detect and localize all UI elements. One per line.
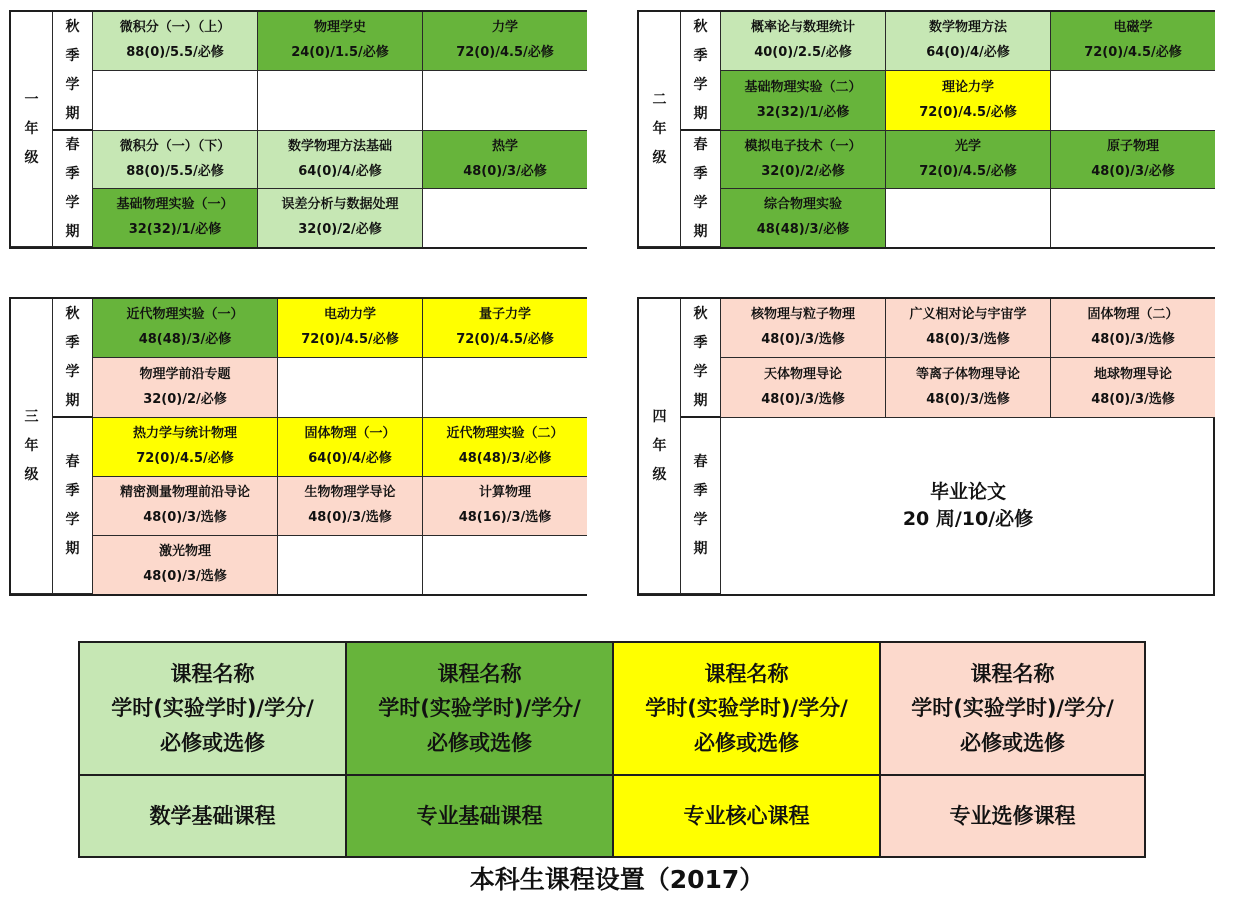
legend-label-core: 专业核心课程: [614, 776, 881, 856]
course-name: 物理学史: [313, 20, 366, 36]
year-label-cell: [639, 299, 681, 594]
course-name: 量子力学: [478, 307, 531, 323]
course-cell: [93, 358, 278, 418]
course-name: 近代物理实验（一）: [126, 307, 244, 323]
course-name: 天体物理导论: [763, 366, 842, 382]
empty-cell: [886, 189, 1051, 247]
legend-label-foundation: 专业基础课程: [347, 776, 614, 856]
course-cell: [93, 12, 258, 71]
course-name: 计算物理: [478, 485, 531, 501]
year-label-char: 年: [24, 438, 39, 454]
course-cell: [886, 12, 1051, 71]
course-info: 48(0)/3/选修: [143, 569, 227, 585]
course-name: 光学: [954, 139, 981, 155]
thesis-cell: [721, 418, 1215, 594]
empty-cell: [423, 71, 587, 131]
fall-semester-label: 秋 季 学 期: [681, 12, 721, 131]
course-name: 误差分析与数据处理: [281, 197, 399, 213]
course-cell: [278, 299, 423, 358]
course-name: 近代物理实验（二）: [446, 426, 564, 442]
legend: [78, 641, 1146, 858]
course-name: 模拟电子技术（一）: [744, 139, 862, 155]
course-info: 48(0)/3/选修: [761, 392, 845, 408]
course-cell: [886, 299, 1051, 358]
legend-label-elective: 专业选修课程: [881, 776, 1144, 856]
course-info: 32(0)/2/必修: [298, 222, 382, 238]
caption-title: 本科生课程设置（2017）: [469, 865, 765, 894]
course-name: 生物物理学导论: [304, 485, 396, 501]
course-cell: [423, 418, 587, 477]
course-cell: [1051, 358, 1215, 418]
course-info: 72(0)/4.5/必修: [1084, 45, 1182, 61]
course-cell: [258, 131, 423, 189]
year-label-char: 二: [652, 92, 667, 108]
course-info: 48(48)/3/必修: [138, 332, 232, 348]
course-info: 72(0)/4.5/必修: [919, 163, 1017, 179]
empty-cell: [1051, 71, 1215, 131]
year-label-char: 一: [24, 92, 39, 108]
empty-cell: [1051, 189, 1215, 247]
year-label-char: 年: [652, 121, 667, 137]
course-name: 核物理与粒子物理: [750, 307, 855, 323]
spring-semester-label: 春 季 学 期: [681, 131, 721, 247]
course-info: 32(32)/1/必修: [756, 105, 850, 121]
course-cell: [423, 12, 587, 71]
course-name: 热力学与统计物理: [132, 426, 237, 442]
course-cell: [1051, 131, 1215, 189]
course-cell: [93, 131, 258, 189]
course-cell: [886, 131, 1051, 189]
course-name: 综合物理实验: [763, 197, 842, 213]
course-cell: [886, 71, 1051, 131]
course-cell: [1051, 12, 1215, 71]
course-info: 72(0)/4.5/必修: [919, 105, 1017, 121]
year3-panel: [9, 297, 587, 596]
course-info: 48(0)/3/选修: [143, 510, 227, 526]
course-info: 48(16)/3/选修: [458, 510, 552, 526]
course-info: 48(0)/3/必修: [1091, 163, 1175, 179]
legend-template-math: 课程名称 学时(实验学时)/学分/ 必修或选修: [80, 643, 347, 776]
legend-label-math: 数学基础课程: [80, 776, 347, 856]
course-info: 48(0)/3/选修: [1091, 392, 1175, 408]
course-name: 基础物理实验（一）: [116, 197, 234, 213]
legend-template-core: 课程名称 学时(实验学时)/学分/ 必修或选修: [614, 643, 881, 776]
course-name: 基础物理实验（二）: [744, 79, 862, 95]
empty-cell: [423, 189, 587, 247]
course-info: 72(0)/4.5/必修: [301, 332, 399, 348]
year-label-char: 级: [24, 467, 39, 483]
course-info: 64(0)/4/必修: [298, 163, 382, 179]
course-cell: [886, 358, 1051, 418]
year1-panel: [9, 10, 587, 249]
course-name: 等离子体物理导论: [915, 366, 1020, 382]
course-name: 热学: [491, 139, 518, 155]
course-info: 48(0)/3/选修: [761, 332, 845, 348]
thesis-info: 20 周/10/必修: [902, 508, 1034, 530]
year-label-char: 级: [24, 150, 39, 166]
course-name: 物理学前沿专题: [139, 366, 231, 382]
thesis-name: 毕业论文: [929, 481, 1006, 504]
course-name: 电动力学: [323, 307, 376, 323]
course-info: 48(0)/3/必修: [463, 163, 547, 179]
year-label-char: 四: [652, 409, 667, 425]
year-label-cell: [11, 12, 53, 247]
course-name: 原子物理: [1106, 139, 1159, 155]
course-info: 72(0)/4.5/必修: [136, 451, 234, 467]
course-name: 精密测量物理前沿导论: [119, 485, 250, 501]
course-info: 48(0)/3/选修: [1091, 332, 1175, 348]
course-cell: [721, 189, 886, 247]
course-cell: [721, 71, 886, 131]
course-info: 32(32)/1/必修: [128, 222, 222, 238]
course-cell: [93, 536, 278, 594]
spring-semester-label: 春 季 学 期: [53, 418, 93, 594]
course-cell: [721, 358, 886, 418]
year-label-char: 级: [652, 150, 667, 166]
year4-panel: [637, 297, 1215, 596]
empty-cell: [278, 536, 423, 594]
course-info: 88(0)/5.5/必修: [126, 45, 224, 61]
course-name: 微积分（一）（下）: [119, 139, 231, 155]
empty-cell: [423, 358, 587, 418]
course-info: 32(0)/2/必修: [761, 163, 845, 179]
course-name: 地球物理导论: [1093, 366, 1172, 382]
course-cell: [423, 477, 587, 536]
year-label-cell: [639, 12, 681, 247]
year-label-char: 三: [24, 409, 39, 425]
fall-semester-label: 秋 季 学 期: [681, 299, 721, 418]
course-name: 电磁学: [1113, 20, 1153, 36]
course-name: 微积分（一）（上）: [119, 20, 231, 36]
year-label-char: 年: [24, 121, 39, 137]
course-info: 48(0)/3/选修: [926, 332, 1010, 348]
course-info: 48(48)/3/必修: [458, 451, 552, 467]
course-name: 数学物理方法基础: [287, 139, 392, 155]
spring-semester-label: 春 季 学 期: [53, 131, 93, 247]
course-name: 固体物理（一）: [304, 426, 396, 442]
course-cell: [278, 477, 423, 536]
empty-cell: [93, 71, 258, 131]
course-info: 88(0)/5.5/必修: [126, 163, 224, 179]
empty-cell: [423, 536, 587, 594]
course-cell: [721, 299, 886, 358]
course-info: 48(0)/3/选修: [926, 392, 1010, 408]
fall-semester-label: 秋 季 学 期: [53, 299, 93, 418]
spring-semester-label: 春 季 学 期: [681, 418, 721, 594]
fall-semester-label: 秋 季 学 期: [53, 12, 93, 131]
course-info: 48(48)/3/必修: [756, 222, 850, 238]
course-cell: [278, 418, 423, 477]
course-cell: [93, 418, 278, 477]
course-name: 激光物理: [158, 544, 211, 560]
course-cell: [423, 299, 587, 358]
course-cell: [258, 12, 423, 71]
year2-panel: [637, 10, 1215, 249]
empty-cell: [278, 358, 423, 418]
course-info: 32(0)/2/必修: [143, 392, 227, 408]
course-cell: [721, 131, 886, 189]
course-info: 72(0)/4.5/必修: [456, 45, 554, 61]
course-cell: [1051, 299, 1215, 358]
course-cell: [93, 477, 278, 536]
course-info: 40(0)/2.5/必修: [754, 45, 852, 61]
empty-cell: [258, 71, 423, 131]
legend-template-elective: 课程名称 学时(实验学时)/学分/ 必修或选修: [881, 643, 1144, 776]
year-label-char: 级: [652, 467, 667, 483]
course-cell: [721, 12, 886, 71]
course-name: 固体物理（二）: [1087, 307, 1179, 323]
course-cell: [93, 299, 278, 358]
year-label-char: 年: [652, 438, 667, 454]
course-info: 24(0)/1.5/必修: [291, 45, 389, 61]
course-cell: [258, 189, 423, 247]
year-label-cell: [11, 299, 53, 594]
course-name: 理论力学: [941, 79, 994, 95]
course-name: 数学物理方法: [928, 20, 1007, 36]
course-name: 概率论与数理统计: [750, 20, 855, 36]
course-info: 72(0)/4.5/必修: [456, 332, 554, 348]
course-info: 64(0)/4/必修: [308, 451, 392, 467]
course-info: 64(0)/4/必修: [926, 45, 1010, 61]
course-name: 广义相对论与宇宙学: [909, 307, 1027, 323]
course-cell: [423, 131, 587, 189]
legend-template-foundation: 课程名称 学时(实验学时)/学分/ 必修或选修: [347, 643, 614, 776]
course-info: 48(0)/3/选修: [308, 510, 392, 526]
course-name: 力学: [491, 20, 518, 36]
course-cell: [93, 189, 258, 247]
